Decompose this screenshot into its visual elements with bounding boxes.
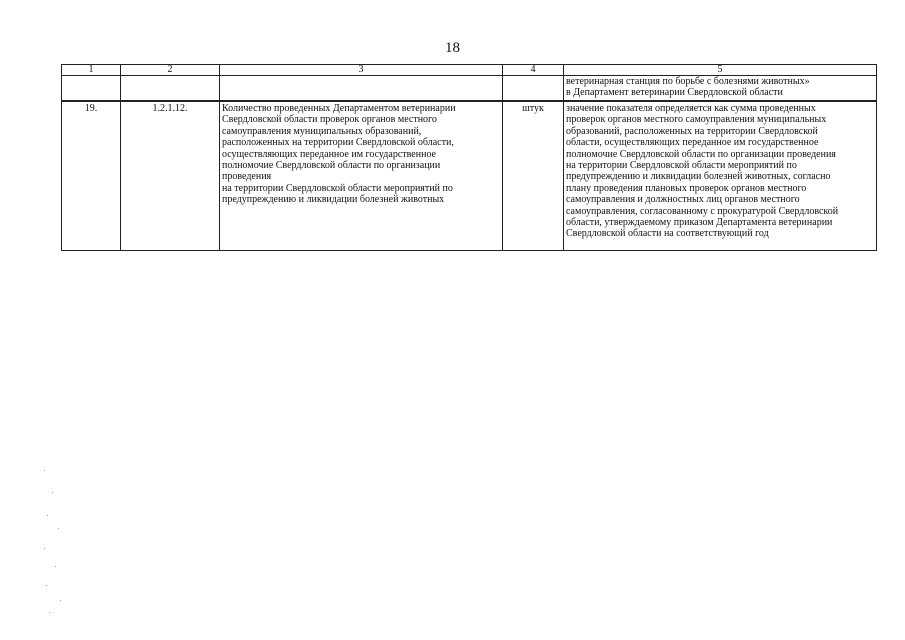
name-line: предупреждению и ликвидации болезней животных <box>222 194 445 206</box>
method-line: предупреждению и ликвидации болезней животных, согласно <box>566 171 831 183</box>
row-calculation-method <box>564 101 877 251</box>
indicator-table <box>61 64 877 251</box>
header-col-1: 1 <box>62 65 121 76</box>
row-unit: штук <box>503 101 564 251</box>
name-line: проведения <box>222 171 272 183</box>
page-number: 18 <box>445 40 460 56</box>
continuation-cell-3 <box>220 76 503 102</box>
scan-speckle <box>47 515 48 516</box>
scan-speckle <box>60 600 61 601</box>
continuation-cell-2 <box>121 76 220 102</box>
scan-speckle <box>52 492 53 493</box>
name-line: полномочие Свердловской области по организации <box>222 160 441 172</box>
method-line: области, утверждаемому приказом Департамента ветеринарии <box>566 217 833 229</box>
name-line: на территории Свердловской области мероприятий по <box>222 182 453 194</box>
method-line: полномочие Свердловской области по организации проведения <box>566 148 836 160</box>
header-col-4: 4 <box>503 65 564 76</box>
scan-speckle <box>44 470 45 471</box>
method-line: образований, расположенных на территории Свердловской <box>566 125 818 137</box>
table-row <box>62 101 877 251</box>
header-col-2: 2 <box>121 65 220 76</box>
row-indicator-name <box>220 101 503 251</box>
header-col-5: 5 <box>564 65 877 76</box>
method-line: на территории Свердловской области мероприятий по <box>566 160 797 172</box>
name-line: осуществляющих переданное им государственное <box>222 148 436 160</box>
scan-speckle <box>49 612 50 613</box>
scan-speckle <box>58 528 59 529</box>
continuation-line: в Департамент ветеринарии Свердловской области <box>566 87 783 99</box>
method-line: самоуправления, согласованному с прокуратурой Свердловской <box>566 205 839 217</box>
scan-speckle <box>46 585 47 586</box>
continuation-row <box>62 76 877 102</box>
row-code: 1.2.1.12. <box>121 101 220 251</box>
continuation-line: ветеринарная станция по борьбе с болезнями животных» <box>566 76 810 87</box>
header-col-3: 3 <box>220 65 503 76</box>
method-line: плану проведения плановых проверок органов местного <box>566 182 807 194</box>
table-header-row <box>62 65 877 76</box>
method-line: значение показателя определяется как сумма проведенных <box>566 103 816 114</box>
name-line: Количество проведенных Департаментом ветеринарии <box>222 103 456 114</box>
name-line: расположенных на территории Свердловской области, <box>222 137 454 149</box>
method-line: проверок органов местного самоуправления муниципальных <box>566 114 827 126</box>
continuation-cell-1 <box>62 76 121 102</box>
continuation-cell-5 <box>564 76 877 102</box>
name-line: самоуправления муниципальных образований, <box>222 125 422 137</box>
method-line: Свердловской области на соответствующий год <box>566 228 769 240</box>
method-line: области, осуществляющих переданное им государственное <box>566 137 819 149</box>
row-number: 19. <box>62 101 121 251</box>
continuation-cell-4 <box>503 76 564 102</box>
method-line: самоуправления и должностных лиц органов местного <box>566 194 800 206</box>
scan-speckle <box>55 566 56 567</box>
name-line: Свердловской области проверок органов местного <box>222 114 437 126</box>
scan-speckle <box>44 548 45 549</box>
